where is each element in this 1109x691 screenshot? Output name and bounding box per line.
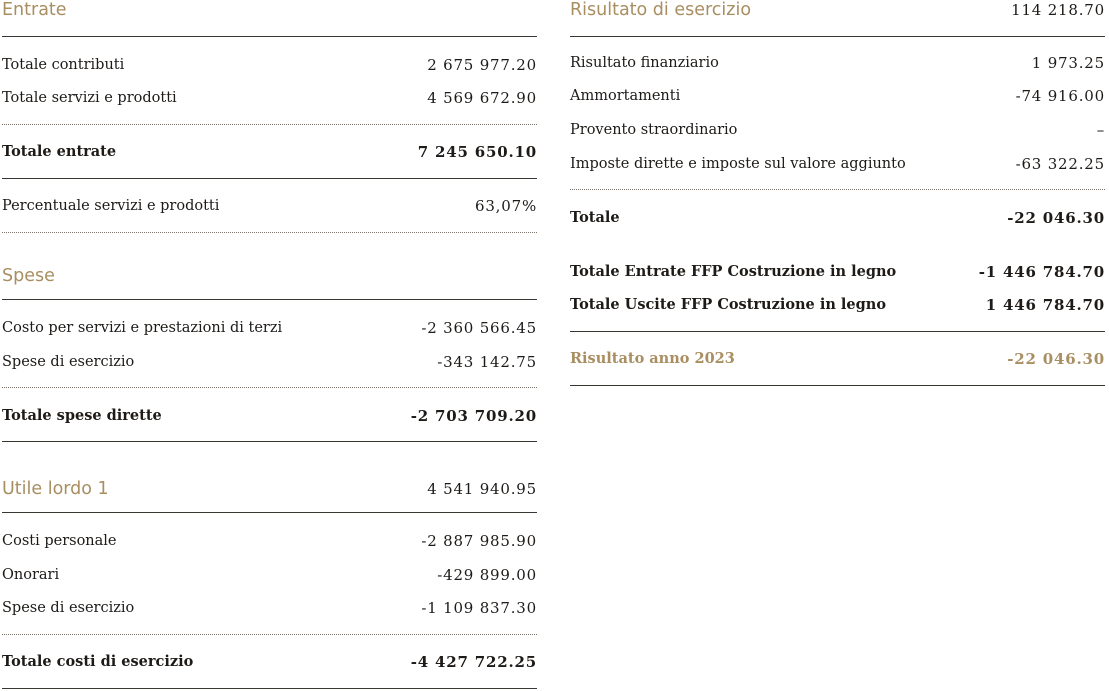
dotted-divider	[570, 189, 1105, 190]
table-row	[2, 565, 537, 585]
table-row	[2, 88, 537, 108]
final-label: Risultato anno 2023	[570, 350, 735, 367]
dotted-divider	[2, 387, 537, 388]
total-row	[570, 208, 1105, 228]
row-label: Spese di esercizio	[2, 600, 135, 616]
total-label: Totale costi di esercizio	[2, 653, 194, 670]
table-row	[2, 318, 537, 338]
total-label: Totale entrate	[2, 143, 117, 160]
row-label: Ammortamenti	[570, 88, 681, 104]
row-label: Spese di esercizio	[2, 354, 135, 370]
total-row	[2, 406, 537, 426]
table-row	[570, 86, 1105, 106]
total-value: -4 427 722.25	[410, 653, 537, 671]
row-label: Provento straordinario	[570, 122, 738, 138]
table-row	[2, 352, 537, 372]
row-value: -2 887 985.90	[421, 532, 537, 550]
section-value: 4 541 940.95	[427, 480, 537, 498]
table-row	[570, 154, 1105, 174]
total-label: Totale spese dirette	[2, 407, 162, 424]
divider	[570, 385, 1105, 386]
divider	[2, 688, 537, 689]
section-heading-entrate	[2, 0, 537, 20]
row-value: 2 675 977.20	[427, 56, 537, 74]
row-value: -429 899.00	[437, 566, 537, 584]
total-label: Totale	[570, 209, 620, 226]
section-title: Entrate	[2, 0, 67, 20]
row-label: Totale Entrate FFP Costruzione in legno	[570, 263, 897, 280]
table-row	[2, 598, 537, 618]
divider	[2, 441, 537, 442]
row-label: Totale servizi e prodotti	[2, 90, 177, 106]
row-label: Costo per servizi e prestazioni di terzi	[2, 320, 283, 336]
dotted-divider	[2, 634, 537, 635]
row-value: 4 569 672.90	[427, 89, 537, 107]
row-value: -1 446 784.70	[978, 263, 1105, 281]
divider	[570, 36, 1105, 37]
total-value: -22 046.30	[1007, 209, 1105, 227]
total-row	[2, 142, 537, 162]
ffp-row	[570, 262, 1105, 282]
divider	[2, 36, 537, 37]
row-label: Totale Uscite FFP Costruzione in legno	[570, 296, 886, 313]
section-value: 114 218.70	[1011, 1, 1105, 19]
row-value: 63,07%	[475, 197, 537, 215]
total-value: -2 703 709.20	[410, 407, 537, 425]
row-label: Percentuale servizi e prodotti	[2, 198, 220, 214]
section-heading-spese	[2, 266, 537, 286]
row-label: Risultato finanziario	[570, 55, 719, 71]
table-row	[2, 55, 537, 75]
section-title: Risultato di esercizio	[570, 0, 752, 20]
table-row	[2, 196, 537, 216]
section-title: Utile lordo 1	[2, 479, 109, 499]
dotted-divider	[2, 124, 537, 125]
divider	[2, 512, 537, 513]
divider	[2, 299, 537, 300]
row-label: Onorari	[2, 567, 60, 583]
row-value: 1 973.25	[1031, 54, 1105, 72]
row-value: -2 360 566.45	[421, 319, 537, 337]
row-value: 1 446 784.70	[985, 296, 1105, 314]
row-label: Costi personale	[2, 533, 117, 549]
row-label: Imposte dirette e imposte sul valore aggiunto	[570, 156, 906, 172]
row-value: -74 916.00	[1015, 87, 1105, 105]
table-row	[2, 531, 537, 551]
divider	[2, 178, 537, 179]
row-value: –	[1096, 121, 1105, 139]
row-value: -343 142.75	[437, 353, 537, 371]
total-row	[2, 652, 537, 672]
section-heading-utile	[2, 479, 537, 499]
final-value: -22 046.30	[1007, 350, 1105, 368]
section-heading-risultato	[570, 0, 1105, 20]
divider	[570, 331, 1105, 332]
table-row	[570, 53, 1105, 73]
total-value: 7 245 650.10	[417, 143, 537, 161]
row-value: -1 109 837.30	[421, 599, 537, 617]
table-row	[570, 120, 1105, 140]
row-label: Totale contributi	[2, 57, 125, 73]
dotted-divider	[2, 232, 537, 233]
ffp-row	[570, 295, 1105, 315]
section-title: Spese	[2, 266, 55, 286]
row-value: -63 322.25	[1015, 155, 1105, 173]
final-result-row	[570, 349, 1105, 369]
